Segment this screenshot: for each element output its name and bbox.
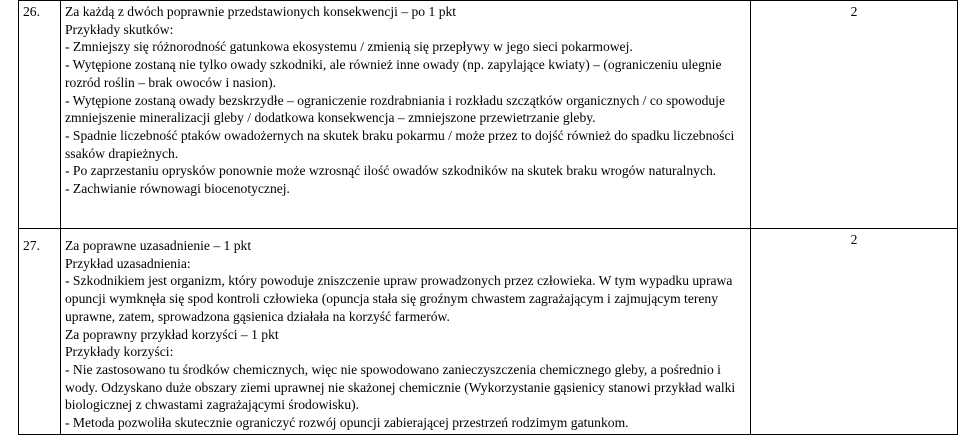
- scoring-rule: Za każdą z dwóch poprawnie przedstawionych konsekwencji – po 1 pkt: [65, 4, 457, 19]
- scoring-rule: Za poprawny przykład korzyści – 1 pkt: [65, 326, 279, 342]
- examples-heading: Przykłady korzyści:: [65, 344, 174, 360]
- task-number: 26.: [19, 1, 61, 229]
- points-cell: 2: [751, 229, 958, 435]
- example-heading: Przykład uzasadnienia:: [65, 255, 191, 271]
- points-cell: 2: [751, 1, 958, 229]
- list-item: - Wytępione zostaną owady bezskrzydłe – ograniczenie rozdrabniania i rozkładu szczątków organicznych / co spowoduje zmniejszenie mineralizacji gleby / dodatkowa konsekwencja – zmniejszone przewietrzanie gleby.: [65, 92, 725, 126]
- scoring-rule: Za poprawne uzasadnienie – 1 pkt: [65, 238, 252, 253]
- list-item: - Nie zastosowano tu środków chemicznych, więc nie spowodowano zanieczyszczenia chemicznego gleby, a pośrednio i wody. Odzyskano duże obszary ziemi uprawnej nie skażonej chemicznie (Wykorzystanie gąsienicy stanowi przykład walki biologicznej z chwastami zagrażającymi środowisku).: [65, 361, 736, 413]
- list-item: - Wytępione zostaną nie tylko owady szkodniki, ale również inne owady (np. zapylające kwiaty) – (ograniczeniu ulegnie rozród roślin – brak owoców i nasion).: [65, 57, 722, 90]
- task-content: [61, 229, 751, 435]
- justification-paragraph: - Szkodnikiem jest organizm, który powoduje zniszczenie upraw prowadzonych przez człowieka. W tym wypadku uprawa opuncji wymknęła się spod kontroli człowieka (opuncja stała się groźnym chwastem zagrażającym i zajmującym tereny uprawne, zatem, sprowadzona gąsienica działała na korzyść farmerów.: [65, 273, 733, 324]
- list-item: - Zachwianie równowagi biocenotycznej.: [65, 181, 290, 197]
- table-row: [19, 1, 958, 229]
- list-item: - Metoda pozwoliła skutecznie ograniczyć rozwój opuncji zabierającej przestrzeń rodzimym gatunkom.: [65, 415, 629, 431]
- examples-heading: Przykłady skutków:: [65, 21, 174, 37]
- list-item: - Zmniejszy się różnorodność gatunkowa ekosystemu / zmienią się przepływy w jego sieci pokarmowej.: [65, 39, 633, 55]
- answer-key-table: [18, 0, 958, 435]
- task-content: [61, 1, 751, 229]
- table-row: [19, 229, 958, 435]
- list-item: - Spadnie liczebność ptaków owadożernych na skutek braku pokarmu / może przez to dojść również do spadku liczebności ssaków drapieżnych.: [65, 127, 735, 161]
- list-item: - Po zaprzestaniu oprysków ponownie może wzrosnąć ilość owadów szkodników na skutek braku wrogów naturalnych.: [65, 163, 717, 179]
- task-number: 27.: [19, 229, 61, 435]
